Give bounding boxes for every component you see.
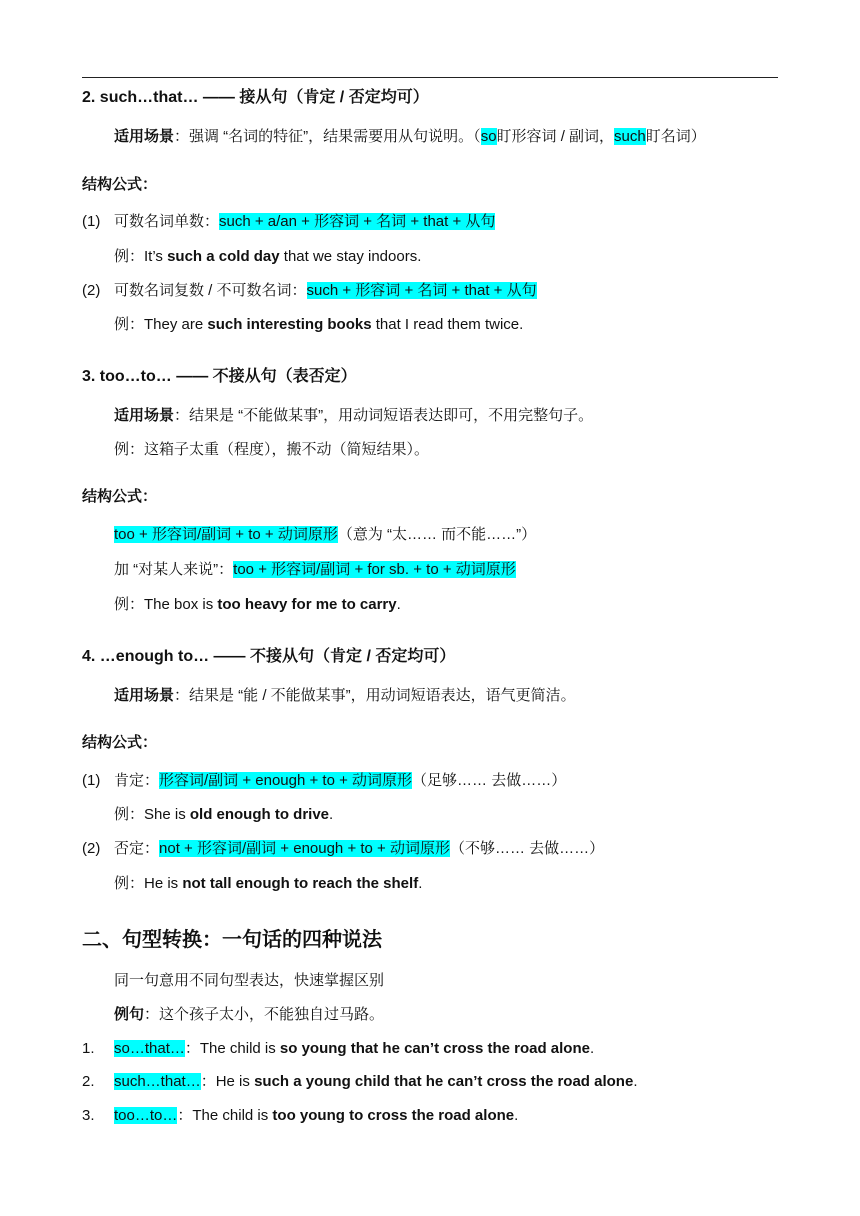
item-label: 可数名词复数 / 不可数名词：	[114, 282, 307, 299]
s4-item-1	[114, 771, 566, 791]
sentence-pre: ：The child is	[184, 1040, 280, 1057]
scene-text: ：结果是 “能 / 不能做某事”，用动词短语表达，语气更简洁。	[174, 687, 576, 704]
part-2-title: 二、句型转换：一句话的四种说法	[82, 929, 382, 951]
example-bold: too heavy for me to carry	[217, 596, 397, 613]
s4-item-2	[114, 839, 604, 859]
formula-highlight: too + 形容词/副词 + to + 动词原形	[114, 526, 338, 543]
example-bold: not tall enough to reach the shelf	[182, 875, 419, 892]
pattern-highlight: too…to…	[114, 1107, 178, 1124]
s2-item-1	[114, 212, 495, 232]
sentence-post: .	[514, 1107, 519, 1124]
s3-formula-1	[114, 525, 536, 545]
s3-example-cn: 例：这箱子太重（程度），搬不动（简短结果）。	[114, 441, 430, 458]
section-2-title: 2. such…that… —— 接从句（肯定 / 否定均可）	[82, 89, 429, 106]
section-4-title: 4. …enough to… —— 不接从句（肯定 / 否定均可）	[82, 648, 456, 665]
scene-such: such	[614, 128, 646, 145]
example-pre: 例：They are	[114, 316, 208, 333]
scene-text-c: 盯名词）	[645, 128, 706, 145]
s2-item-1-example	[114, 247, 421, 267]
scene-text-b: 盯形容词 / 副词，	[496, 128, 615, 145]
formula-highlight: such + 形容词 + 名词 + that + 从句	[306, 282, 537, 299]
example-text: ：这个孩子太小，不能独自过马路。	[144, 1006, 385, 1023]
example-bold: such a cold day	[167, 248, 280, 265]
example-pre: 例：She is	[114, 806, 190, 823]
list-item-1-num: 1.	[82, 1040, 95, 1057]
s2-item-1-num: (1)	[82, 213, 101, 230]
scene-label: 适用场景	[114, 407, 175, 424]
item-label: 可数名词单数：	[114, 213, 220, 230]
item-label: 否定：	[114, 840, 160, 857]
example-pre: 例：The box is	[114, 596, 218, 613]
example-post: that we stay indoors.	[279, 248, 422, 265]
list-item-2-num: 2.	[82, 1073, 95, 1090]
s2-item-2-num: (2)	[82, 282, 101, 299]
scene-so: so	[480, 128, 497, 145]
formula-label: 加 “对某人来说”：	[114, 561, 234, 578]
sentence-bold: such a young child that he can’t cross the road alone	[254, 1073, 634, 1090]
formula-note: （不够…… 去做……）	[449, 840, 605, 857]
list-item-2	[114, 1072, 637, 1092]
list-item-3-num: 3.	[82, 1107, 95, 1124]
part-2-example	[114, 1005, 384, 1025]
sentence-post: .	[633, 1073, 638, 1090]
example-post: that I read them twice.	[371, 316, 524, 333]
scene-text-a: ：强调 “名词的特征”，结果需要用从句说明。（	[174, 128, 481, 145]
formula-highlight: too + 形容词/副词 + for sb. + to + 动词原形	[233, 561, 516, 578]
s4-item-2-num: (2)	[82, 840, 101, 857]
s4-formula-title: 结构公式：	[82, 734, 158, 751]
example-bold: old enough to drive	[189, 806, 330, 823]
example-post: .	[329, 806, 334, 823]
formula-note: （足够…… 去做……）	[412, 772, 567, 789]
pattern-highlight: such…that…	[114, 1073, 201, 1090]
s2-scene	[114, 127, 706, 147]
example-post: .	[418, 875, 423, 892]
list-item-3	[114, 1106, 518, 1126]
scene-text: ：结果是 “不能做某事”，用动词短语表达即可，不用完整句子。	[174, 407, 594, 424]
s4-item-2-example	[114, 874, 422, 894]
example-pre: 例：It’s	[114, 248, 168, 265]
sentence-pre: ：He is	[200, 1073, 255, 1090]
example-bold: such interesting books	[207, 316, 372, 333]
s2-item-2	[114, 281, 537, 301]
s3-formula-title: 结构公式：	[82, 488, 158, 505]
header-rule	[82, 77, 778, 78]
s2-item-2-example	[114, 315, 523, 335]
sentence-bold: so young that he can’t cross the road alone	[279, 1040, 590, 1057]
formula-highlight: 形容词/副词 + enough + to + 动词原形	[159, 772, 413, 789]
s4-scene	[114, 686, 576, 706]
list-item-1	[114, 1039, 594, 1059]
scene-label: 适用场景	[114, 687, 175, 704]
s2-formula-title: 结构公式：	[82, 176, 158, 193]
section-3-title: 3. too…to… —— 不接从句（表否定）	[82, 368, 357, 385]
s3-formula-2	[114, 560, 516, 580]
item-label: 肯定：	[114, 772, 160, 789]
sentence-pre: ：The child is	[177, 1107, 273, 1124]
s3-scene	[114, 406, 593, 426]
scene-label: 适用场景	[114, 128, 175, 145]
s4-item-1-example	[114, 805, 333, 825]
sentence-bold: too young to cross the road alone	[272, 1107, 515, 1124]
formula-highlight: such + a/an + 形容词 + 名词 + that + 从句	[219, 213, 496, 230]
sentence-post: .	[589, 1040, 595, 1057]
example-post: .	[396, 596, 401, 613]
part-2-intro: 同一句意用不同句型表达，快速掌握区别	[114, 972, 385, 989]
s3-example	[114, 595, 401, 615]
example-label: 例句	[114, 1006, 145, 1023]
example-pre: 例：He is	[114, 875, 183, 892]
s4-item-1-num: (1)	[82, 772, 101, 789]
formula-note: （意为 “太…… 而不能……”）	[337, 526, 537, 543]
formula-highlight: not + 形容词/副词 + enough + to + 动词原形	[159, 840, 450, 857]
pattern-highlight: so…that…	[114, 1040, 185, 1057]
